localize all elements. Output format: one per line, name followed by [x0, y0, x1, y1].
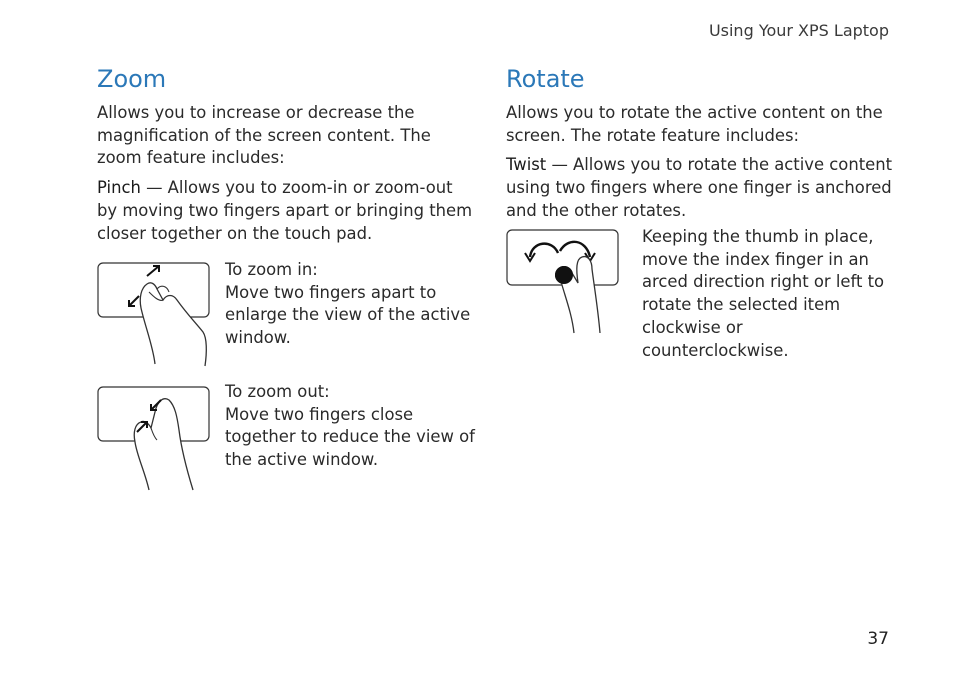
zoom-section: [97, 63, 477, 245]
twist-illustration: [506, 229, 626, 335]
pinch-paragraph: [97, 177, 477, 245]
zoom-out-text: Move two fingers close together to reduce the view of the active window.: [225, 404, 475, 470]
zoom-out-illustration: [97, 386, 217, 492]
pinch-term: Pinch: [97, 178, 141, 198]
pinch-description: — Allows you to zoom-in or zoom-out by moving two fingers apart or bringing them closer together on the touch pad.: [97, 178, 473, 243]
twist-gesture: [506, 229, 896, 369]
twist-paragraph: [506, 154, 896, 222]
twist-caption: Keeping the thumb in place, move the index finger in an arced direction right or left to rotate the selected item clockwise or counterclockwise.: [642, 227, 885, 360]
zoom-out-gesture: [97, 382, 477, 496]
zoom-heading: Zoom: [97, 65, 167, 93]
zoom-in-caption: [225, 259, 475, 350]
zoom-in-gesture: [97, 262, 477, 372]
zoom-out-title: To zoom out:: [225, 382, 330, 401]
zoom-out-caption: [225, 381, 475, 472]
running-header: Using Your XPS Laptop: [708, 21, 889, 40]
twist-term: Twist: [506, 155, 547, 175]
zoom-in-illustration: [97, 262, 217, 368]
rotate-intro: Allows you to rotate the active content on the screen. The rotate feature includes:: [506, 103, 883, 145]
zoom-intro: Allows you to increase or decrease the magnification of the screen content. The zoom feature includes:: [97, 103, 431, 168]
zoom-in-text: Move two fingers apart to enlarge the view of the active window.: [225, 282, 471, 348]
twist-description: — Allows you to rotate the active content using two fingers where one finger is anchored and the other rotates.: [506, 155, 893, 220]
rotate-heading: Rotate: [506, 65, 585, 93]
rotate-section: [506, 63, 896, 223]
zoom-in-title: To zoom in:: [225, 260, 318, 279]
page-number: 37: [867, 629, 889, 649]
